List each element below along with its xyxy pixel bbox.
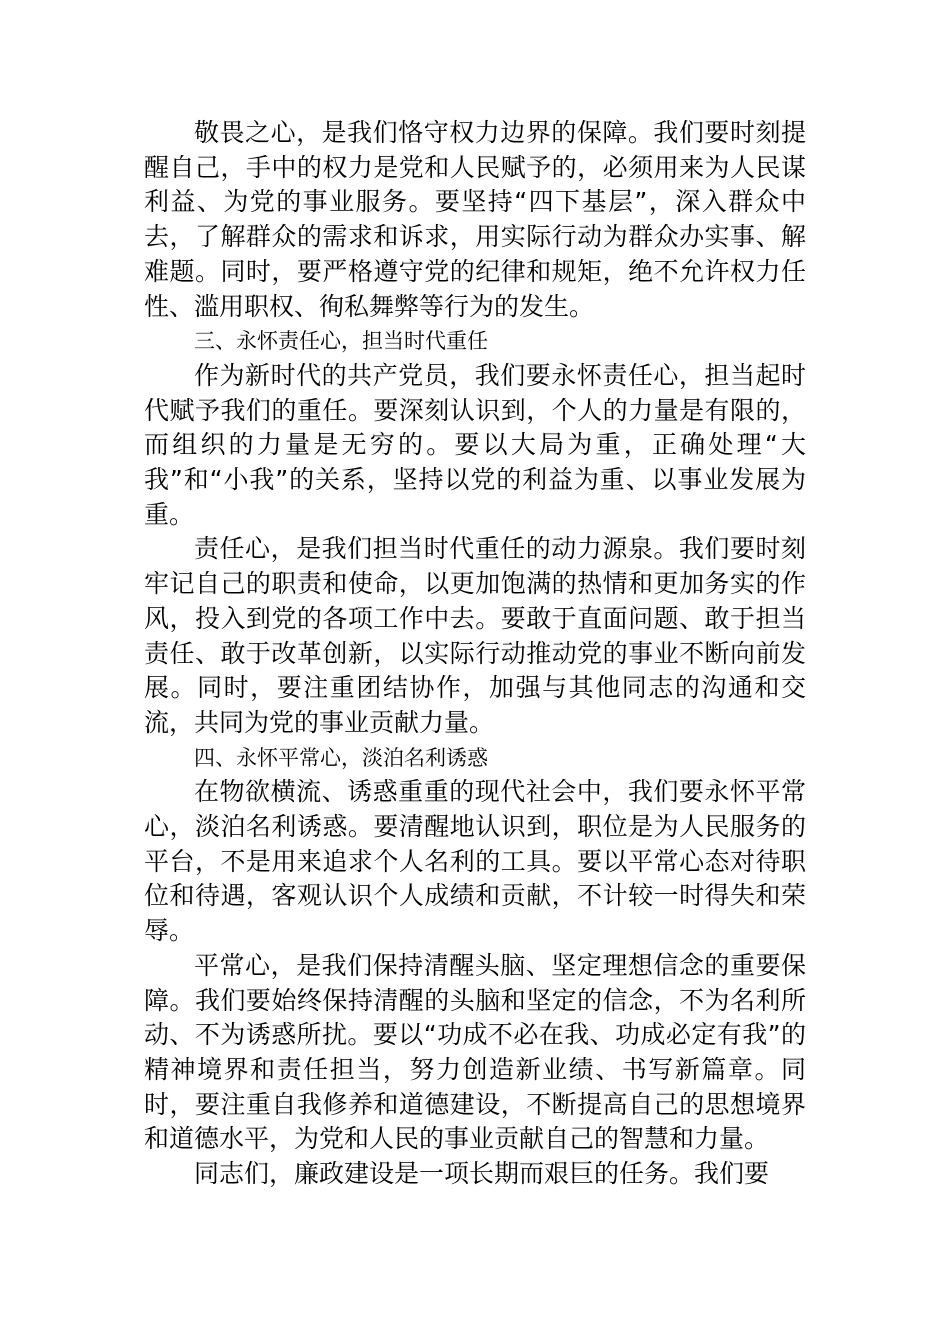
paragraph-responsibility-intro: 作为新时代的共产党员，我们要永怀责任心，担当起时代赋予我们的重任。要深刻认识到，个人的力量是有限的，而组织的力量是无穷的。要以大局为重，正确处理“大我”和“小我”的关系，坚持以党的利益为重、以事业发展为重。 <box>144 360 806 529</box>
document-page <box>144 116 806 1192</box>
paragraph-responsibility: 责任心，是我们担当时代重任的动力源泉。我们要时刻牢记自己的职责和使命，以更加饱满的热情和更加务实的作风，投入到党的各项工作中去。要敢于直面问题、敢于担当责任、敢于改革创新，以实际行动推动党的事业不断向前发展。同时，要注重团结协作，加强与其他同志的沟通和交流，共同为党的事业贡献力量。 <box>144 534 806 737</box>
section-heading-4: 四、永怀平常心，淡泊名利诱惑 <box>194 745 488 770</box>
paragraph-closing: 同志们，廉政建设是一项长期而艰巨的任务。我们要 <box>194 1159 770 1189</box>
section-heading-3: 三、永怀责任心，担当时代重任 <box>194 329 488 354</box>
paragraph-ordinary-heart-intro: 在物欲横流、诱惑重重的现代社会中，我们要永怀平常心，淡泊名利诱惑。要清醒地认识到，职位是为人民服务的平台，不是用来追求个人名利的工具。要以平常心态对待职位和待遇，客观认识个人成绩和贡献，不计较一时得失和荣辱。 <box>144 777 806 946</box>
paragraph-ordinary-heart: 平常心，是我们保持清醒头脑、坚定理想信念的重要保障。我们要始终保持清醒的头脑和坚定的信念，不为名利所动、不为诱惑所扰。要以“功成不必在我、功成必定有我”的精神境界和责任担当，努力创造新业绩、书写新篇章。同时，要注重自我修养和道德建设，不断提高自己的思想境界和道德水平，为党和人民的事业贡献自己的智慧和力量。 <box>144 950 806 1154</box>
paragraph-awe: 敬畏之心，是我们恪守权力边界的保障。我们要时刻提醒自己，手中的权力是党和人民赋予的，必须用来为人民谋利益、为党的事业服务。要坚持“四下基层”，深入群众中去，了解群众的需求和诉求，用实际行动为群众办实事、解难题。同时，要严格遵守党的纪律和规矩，绝不允许权力任性、滥用职权、徇私舞弊等行为的发生。 <box>144 118 806 321</box>
